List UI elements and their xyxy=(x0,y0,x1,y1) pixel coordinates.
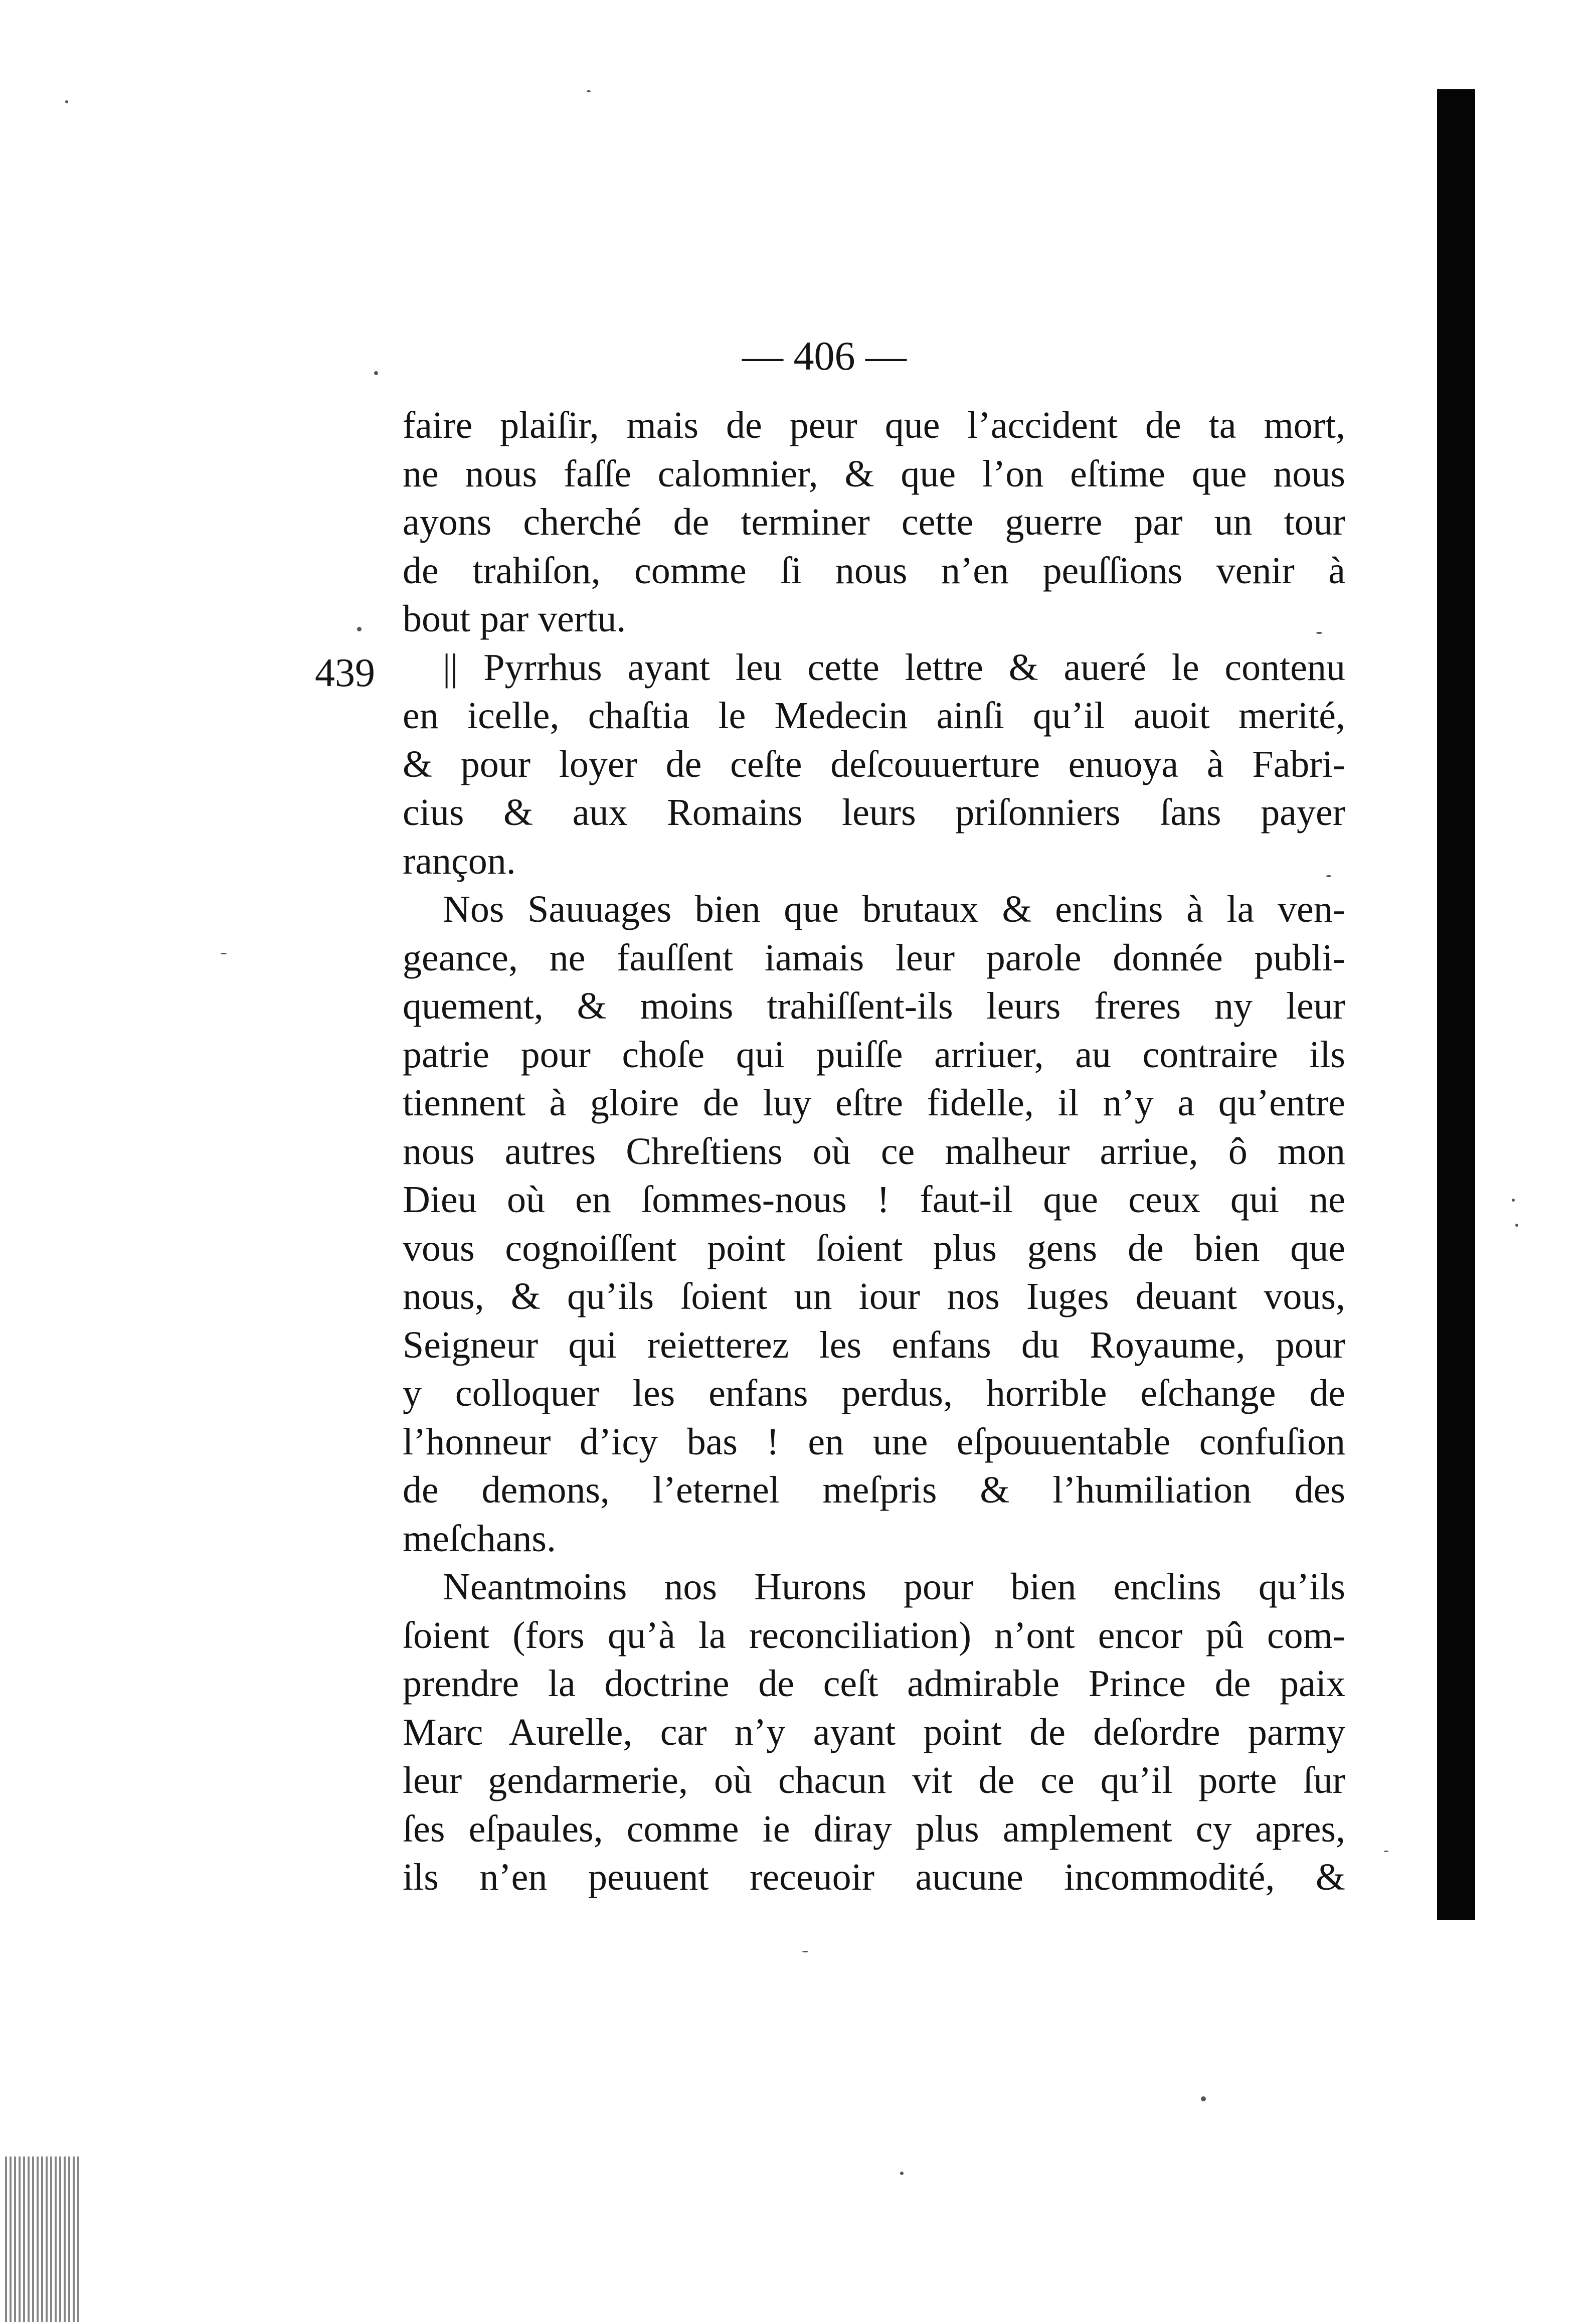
scan-speck xyxy=(1384,1851,1388,1852)
body-text xyxy=(403,401,1345,1902)
text-line: prendre la doctrine de ceſt admirable Prince de paix xyxy=(403,1663,1345,1705)
scan-speck xyxy=(357,627,362,631)
text-line: ſoient (fors qu’à la reconciliation) n’ont encor pû com- xyxy=(403,1614,1345,1656)
text-line: tiennent à gloire de luy eſtre fidelle, il n’y a qu’entre xyxy=(403,1082,1345,1124)
page-number: — 406 — xyxy=(742,333,907,379)
text-line: ayons cherché de terminer cette guerre par un tour xyxy=(403,501,1345,543)
text-line: cius & aux Romains leurs priſonniers ſans payer xyxy=(403,791,1345,834)
text-line: leur gendarmerie, où chacun vit de ce qu’il porte ſur xyxy=(403,1759,1345,1801)
text-line: ils n’en peuuent receuoir aucune incommodité, & xyxy=(403,1856,1345,1898)
scan-speck xyxy=(1201,2096,1206,2101)
text-line: meſchans. xyxy=(403,1517,557,1560)
text-line: bout par vertu. xyxy=(403,598,626,640)
text-line: faire plaiſir, mais de peur que l’accident de ta mort, xyxy=(403,404,1345,446)
text-line: & pour loyer de ceſte deſcouuerture enuoya à Fabri- xyxy=(403,743,1345,785)
text-line: y colloquer les enfans perdus, horrible eſchange de xyxy=(403,1372,1345,1414)
text-line: Nos Sauuages bien que brutaux & enclins à la ven- xyxy=(443,888,1345,930)
scan-speck xyxy=(1512,1199,1515,1202)
scan-artifact xyxy=(5,2156,80,2322)
text-line: de trahiſon, comme ſi nous n’en peuſſions venir à xyxy=(403,549,1345,592)
text-line: nous autres Chreſtiens où ce malheur arriue, ô mon xyxy=(403,1130,1345,1173)
text-line: quement, & moins trahiſſent-ils leurs freres ny leur xyxy=(403,985,1345,1027)
page-edge-shadow xyxy=(1437,89,1475,1920)
text-line: de demons, l’eternel meſpris & l’humiliation des xyxy=(403,1469,1345,1511)
text-line: nous, & qu’ils ſoient un iour nos Iuges deuant vous, xyxy=(403,1275,1345,1317)
text-line: geance, ne fauſſent iamais leur parole donnée publi- xyxy=(403,936,1345,979)
scan-speck xyxy=(900,2172,904,2175)
scan-speck xyxy=(374,371,378,375)
text-line: vous cognoiſſent point ſoient plus gens de bien que xyxy=(403,1227,1345,1269)
text-line: Dieu où en ſommes-nous ! faut-il que ceux qui ne xyxy=(403,1179,1345,1221)
scan-speck xyxy=(65,100,68,103)
text-line: en icelle, chaſtia le Medecin ainſi qu’il auoit merité, xyxy=(403,695,1345,737)
text-line: l’honneur d’icy bas ! en une eſpouuentable confuſion xyxy=(403,1420,1345,1463)
text-line: || Pyrrhus ayant leu cette lettre & aueré le contenu xyxy=(443,646,1345,689)
text-line: rançon. xyxy=(403,840,516,882)
scan-speck xyxy=(1515,1224,1518,1227)
margin-line-number: 439 xyxy=(315,651,375,695)
scan-speck xyxy=(221,953,227,954)
text-line: Neantmoins nos Hurons pour bien enclins qu’ils xyxy=(443,1566,1345,1608)
scan-speck xyxy=(587,90,591,92)
text-line: Seigneur qui reietterez les enfans du Royaume, pour xyxy=(403,1323,1345,1366)
text-line: ne nous faſſe calomnier, & que l’on eſtime que nous xyxy=(403,452,1345,495)
scan-speck xyxy=(802,1951,808,1952)
text-line: patrie pour choſe qui puiſſe arriuer, au contraire ils xyxy=(403,1033,1345,1076)
text-line: Marc Aurelle, car n’y ayant point de deſordre parmy xyxy=(403,1711,1345,1753)
text-line: ſes eſpaules, comme ie diray plus amplement cy apres, xyxy=(403,1807,1345,1850)
